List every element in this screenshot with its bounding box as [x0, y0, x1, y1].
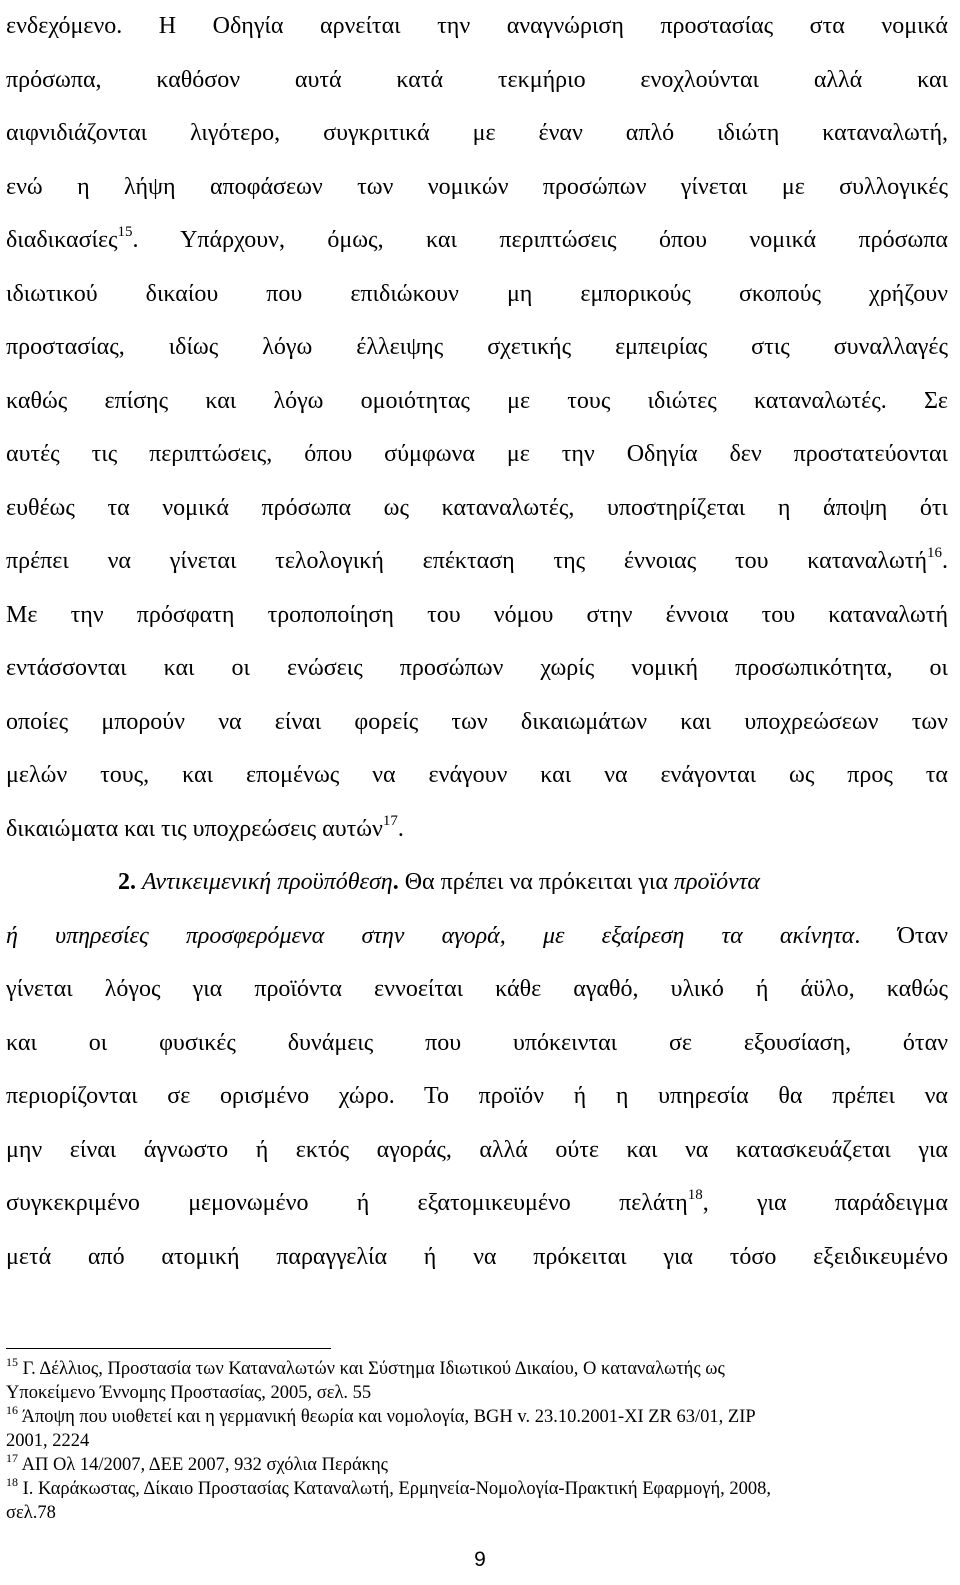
text-fragment: Θα πρέπει να πρόκειται για: [398, 869, 674, 895]
footnote-number: 18: [6, 1475, 18, 1489]
footnote-ref-16[interactable]: 16: [927, 545, 942, 561]
footnote-15: [6, 1357, 948, 1381]
text-fragment: . Όταν: [854, 922, 948, 949]
text-line: Με την πρόσφατη τροποποίηση του νόμου στην έννοια του καταναλωτή: [6, 601, 948, 628]
footnote-separator: [6, 1348, 331, 1349]
text-line: γίνεται λόγος για προϊόντα εννοείται κάθε αγαθό, υλικό ή άϋλο, καθώς: [6, 976, 948, 1002]
text-line: μελών τους, και επομένως να ενάγουν και να ενάγονται ως προς τα: [6, 762, 948, 788]
footnote-18: [6, 1477, 948, 1501]
footnote-ref-18[interactable]: 18: [687, 1187, 703, 1203]
page-number: 9: [474, 1548, 486, 1571]
text-line: αιφνιδιάζονται λιγότερο, συγκριτικά με έναν απλό ιδιώτη καταναλωτή,: [6, 120, 948, 146]
text-line: ενώ η λήψη αποφάσεων των νομικών προσώπων γίνεται με συλλογικές: [6, 173, 948, 200]
text-line: [6, 535, 948, 589]
footnote-text: Γ. Δέλλιος, Προστασία των Καταναλωτών και Σύστημα Ιδιωτικού Δικαίου, Ο καταναλωτής ως: [18, 1359, 725, 1379]
text-line: καθώς επίσης και λόγω ομοιότητας με τους ιδιώτες καταναλωτές. Σε: [6, 387, 948, 414]
text-fragment: .: [397, 815, 404, 842]
text-line: [6, 1177, 948, 1231]
footnote-number: 16: [6, 1403, 18, 1417]
text-line: ιδιωτικού δικαίου που επιδιώκουν μη εμπορικούς σκοπούς χρήζουν: [6, 280, 948, 307]
footnote-16-cont: 2001, 2224: [6, 1431, 90, 1451]
text-line: περιορίζονται σε ορισμένο χώρο. Το προϊόν ή η υπηρεσία θα πρέπει να: [6, 1083, 948, 1109]
text-fragment: δικαιώματα και τις υποχρεώσεις αυτών: [6, 815, 383, 842]
footnote-ref-15[interactable]: 15: [117, 224, 133, 240]
footnote-text: Ι. Καράκωστας, Δίκαιο Προστασίας Καταναλωτή, Ερμηνεία-Νομολογία-Πρακτική Εφαρμογή, 2008,: [18, 1479, 772, 1499]
text-line: [6, 803, 948, 857]
footnote-text: ΑΠ Ολ 14/2007, ΔΕΕ 2007, 932 σχόλια Περάκης: [18, 1455, 388, 1475]
text-fragment: , για παράδειγμα: [702, 1190, 948, 1216]
footnotes: [6, 1357, 948, 1525]
footnote-17: [6, 1453, 948, 1477]
section-title: Αντικειμενική προϋπόθεση: [142, 869, 393, 895]
text-line: οποίες μπορούν να είναι φορείς των δικαιωμάτων και υποχρεώσεων των: [6, 708, 948, 735]
text-line: μην είναι άγνωστο ή εκτός αγοράς, αλλά ούτε και να κατασκευάζεται για: [6, 1136, 948, 1163]
footnote-text: Άποψη που υιοθετεί και η γερμανική θεωρία και νομολογία, BGH v. 23.10.2001-XI ZR 63/01, ZIP: [18, 1407, 756, 1427]
footnote-15-cont: Υποκείμενο Έννομης Προστασίας, 2005, σελ. 55: [6, 1383, 372, 1403]
text-line: αυτές τις περιπτώσεις, όπου σύμφωνα με την Οδηγία δεν προστατεύονται: [6, 441, 948, 467]
text-line: ευθέως τα νομικά πρόσωπα ως καταναλωτές, υποστηρίζεται η άποψη ότι: [6, 494, 948, 521]
section-number: 2.: [118, 869, 136, 895]
text-fragment: διαδικασίες: [6, 227, 118, 253]
text-line: πρόσωπα, καθόσον αυτά κατά τεκμήριο ενοχλούνται αλλά και: [6, 66, 948, 93]
footnote-number: 17: [6, 1451, 18, 1465]
text-line: και οι φυσικές δυνάμεις που υπόκεινται σε εξουσίαση, όταν: [6, 1029, 948, 1056]
text-fragment: προϊόντα: [673, 869, 760, 895]
text-line: προστασίας, ιδίως λόγω έλλειψης σχετικής εμπειρίας στις συναλλαγές: [6, 334, 948, 360]
text-fragment: συγκεκριμένο μεμονωμένο ή εξατομικευμένο πελάτη: [6, 1190, 688, 1216]
body-text: [6, 0, 948, 1284]
text-fragment: . Υπάρχουν, όμως, και περιπτώσεις όπου νομικά πρόσωπα: [132, 227, 948, 253]
text-fragment: .: [942, 548, 948, 574]
section-heading-line: [6, 856, 948, 910]
text-line: ενδεχόμενο. Η Οδηγία αρνείται την αναγνώριση προστασίας στα νομικά: [6, 13, 948, 39]
footnote-18-cont: σελ.78: [6, 1503, 56, 1523]
text-fragment: πρέπει να γίνεται τελολογική επέκταση της έννοιας του καταναλωτή: [6, 548, 927, 574]
text-line: [6, 214, 948, 268]
footnote-ref-17[interactable]: 17: [382, 812, 398, 829]
text-line: εντάσσονται και οι ενώσεις προσώπων χωρίς νομική προσωπικότητα, οι: [6, 655, 948, 681]
text-line: [6, 910, 948, 964]
text-fragment: .: [392, 869, 399, 895]
footnote-16: [6, 1405, 948, 1429]
text-fragment: ή υπηρεσίες προσφερόμενα στην αγορά, με εξαίρεση τα ακίνητα: [6, 922, 855, 949]
text-line: μετά από ατομική παραγγελία ή να πρόκειται για τόσο εξειδικευμένο: [6, 1243, 948, 1270]
footnote-number: 15: [6, 1355, 18, 1369]
